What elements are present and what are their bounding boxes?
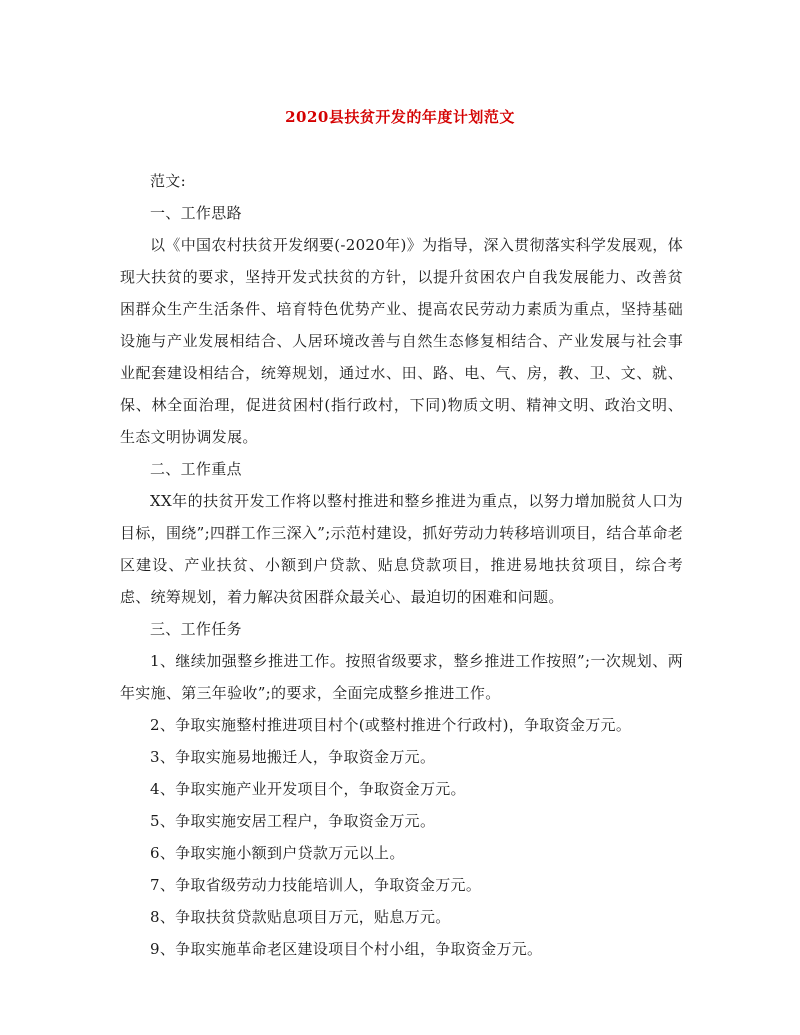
section-heading-3: 三、工作任务 <box>150 620 242 638</box>
section-heading-2: 二、工作重点 <box>150 460 242 478</box>
section-paragraph-2: XX年的扶贫开发工作将以整村推进和整乡推进为重点，以努力增加脱贫人口为目标，围绕”;四群工作三深入”;示范村建设，抓好劳动力转移培训项目，结合革命老区建设、产业扶贫、小额到户贷款、贴息贷款项目，推进易地扶贫项目，综合考虑、统筹规划，着力解决贫困群众最关心、最迫切的困难和问题。 <box>120 492 683 606</box>
document-body <box>120 165 683 965</box>
task-item-8: 8、争取扶贫贷款贴息项目万元，贴息万元。 <box>150 908 451 926</box>
task-item-2: 2、争取实施整村推进项目村个(或整村推进个行政村)，争取资金万元。 <box>150 716 632 734</box>
task-item-5: 5、争取实施安居工程户，争取资金万元。 <box>150 812 436 830</box>
task-item-9: 9、争取实施革命老区建设项目个村小组，争取资金万元。 <box>150 940 543 958</box>
task-item-7: 7、争取省级劳动力技能培训人，争取资金万元。 <box>150 876 482 894</box>
task-item-4: 4、争取实施产业开发项目个，争取资金万元。 <box>150 780 466 798</box>
task-item-3: 3、争取实施易地搬迁人，争取资金万元。 <box>150 748 436 766</box>
section-paragraph-1: 以《中国农村扶贫开发纲要(-2020年)》为指导，深入贯彻落实科学发展观，体现大扶贫的要求，坚持开发式扶贫的方针，以提升贫困农户自我发展能力、改善贫困群众生产生活条件、培育特色优势产业、提高农民劳动力素质为重点，坚持基础设施与产业发展相结合、人居环境改善与自然生态修复相结合、产业发展与社会事业配套建设相结合，统筹规划，通过水、田、路、电、气、房，教、卫、文、就、保、林全面治理，促进贫困村(指行政村，下同)物质文明、精神文明、政治文明、生态文明协调发展。 <box>120 236 683 446</box>
intro-label: 范文: <box>150 172 186 190</box>
section-heading-1: 一、工作思路 <box>150 204 242 222</box>
task-item-1: 1、继续加强整乡推进工作。按照省级要求，整乡推进工作按照”;一次规划、两年实施、第三年验收”;的要求，全面完成整乡推进工作。 <box>120 652 683 702</box>
document-title: 2020县扶贫开发的年度计划范文 <box>285 108 515 126</box>
task-item-6: 6、争取实施小额到户贷款万元以上。 <box>150 844 405 862</box>
